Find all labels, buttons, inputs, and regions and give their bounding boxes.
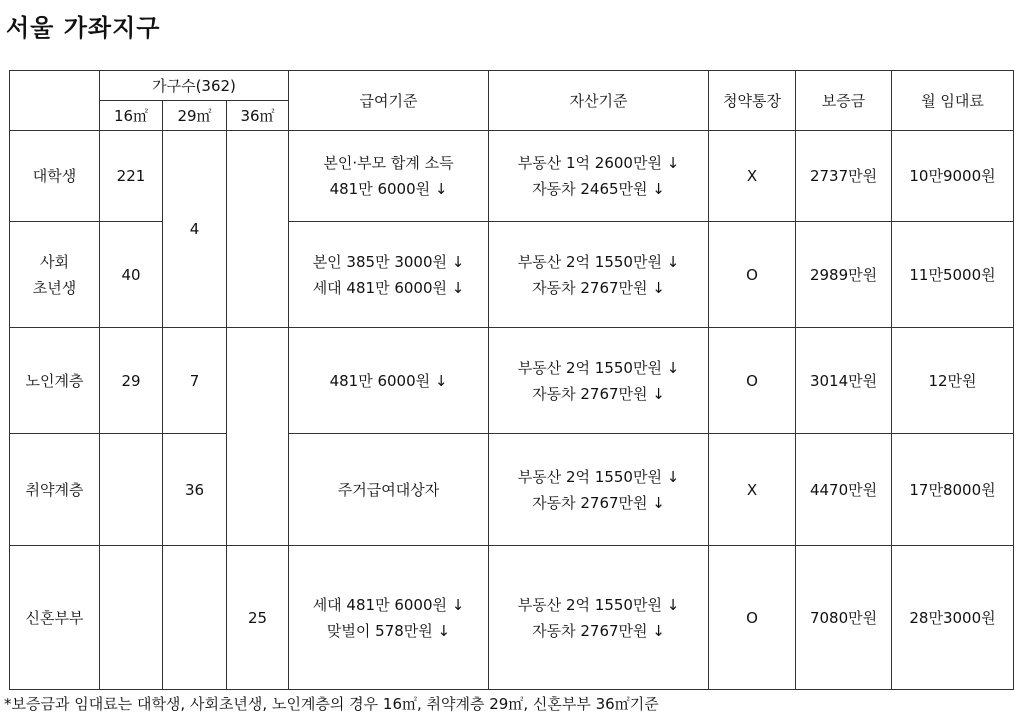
group-cell: 신혼부부 (10, 546, 100, 690)
group-cell: 사회 초년생 (10, 222, 100, 328)
deposit-cell: 7080만원 (796, 546, 892, 690)
rent-header: 월 임대료 (892, 71, 1014, 131)
size-16-header: 16㎡ (100, 101, 163, 131)
benefit-cell: 481만 6000원 ↓ (289, 328, 489, 434)
asset-cell: 부동산 1억 2600만원 ↓ 자동차 2465만원 ↓ (489, 131, 709, 222)
account-cell: X (709, 434, 796, 546)
benefit-header: 급여기준 (289, 71, 489, 131)
benefit-cell: 본인 385만 3000원 ↓ 세대 481만 6000원 ↓ (289, 222, 489, 328)
size-16-cell (100, 434, 163, 546)
rent-cell: 17만8000원 (892, 434, 1014, 546)
deposit-cell: 2737만원 (796, 131, 892, 222)
table-row (10, 328, 1014, 434)
account-cell: O (709, 328, 796, 434)
benefit-cell: 본인·부모 합계 소득 481만 6000원 ↓ (289, 131, 489, 222)
account-cell: O (709, 546, 796, 690)
rent-cell: 12만원 (892, 328, 1014, 434)
size-16-cell (100, 546, 163, 690)
benefit-cell: 주거급여대상자 (289, 434, 489, 546)
footnote: *보증금과 임대료는 대학생, 사회초년생, 노인계층의 경우 16㎡, 취약계층 29㎡, 신혼부부 36㎡기준 (4, 695, 659, 713)
table-row (10, 131, 1014, 222)
size-36-cell (227, 131, 289, 328)
size-29-cell: 7 (163, 328, 227, 434)
rent-cell: 28만3000원 (892, 546, 1014, 690)
table-row (10, 546, 1014, 690)
rent-cell: 11만5000원 (892, 222, 1014, 328)
deposit-cell: 2989만원 (796, 222, 892, 328)
asset-header: 자산기준 (489, 71, 709, 131)
account-cell: X (709, 131, 796, 222)
asset-cell: 부동산 2억 1550만원 ↓ 자동차 2767만원 ↓ (489, 546, 709, 690)
deposit-header: 보증금 (796, 71, 892, 131)
table-row (10, 222, 1014, 328)
size-36-cell: 25 (227, 546, 289, 690)
housing-table (9, 70, 1014, 690)
size-29-header: 29㎡ (163, 101, 227, 131)
asset-cell: 부동산 2억 1550만원 ↓ 자동차 2767만원 ↓ (489, 434, 709, 546)
benefit-cell: 세대 481만 6000원 ↓ 맞벌이 578만원 ↓ (289, 546, 489, 690)
households-header: 가구수(362) (100, 71, 289, 101)
size-36-header: 36㎡ (227, 101, 289, 131)
rent-cell: 10만9000원 (892, 131, 1014, 222)
size-29-cell: 4 (163, 131, 227, 328)
group-cell: 대학생 (10, 131, 100, 222)
account-header: 청약통장 (709, 71, 796, 131)
size-36-cell (227, 328, 289, 546)
account-cell: O (709, 222, 796, 328)
deposit-cell: 4470만원 (796, 434, 892, 546)
size-16-cell: 221 (100, 131, 163, 222)
table-row (10, 434, 1014, 546)
deposit-cell: 3014만원 (796, 328, 892, 434)
page-title: 서울 가좌지구 (6, 13, 161, 42)
group-cell: 노인계층 (10, 328, 100, 434)
corner-cell (10, 71, 100, 131)
group-cell: 취약계층 (10, 434, 100, 546)
size-29-cell (163, 546, 227, 690)
size-16-cell: 40 (100, 222, 163, 328)
asset-cell: 부동산 2억 1550만원 ↓ 자동차 2767만원 ↓ (489, 328, 709, 434)
size-16-cell: 29 (100, 328, 163, 434)
size-29-cell: 36 (163, 434, 227, 546)
asset-cell: 부동산 2억 1550만원 ↓ 자동차 2767만원 ↓ (489, 222, 709, 328)
